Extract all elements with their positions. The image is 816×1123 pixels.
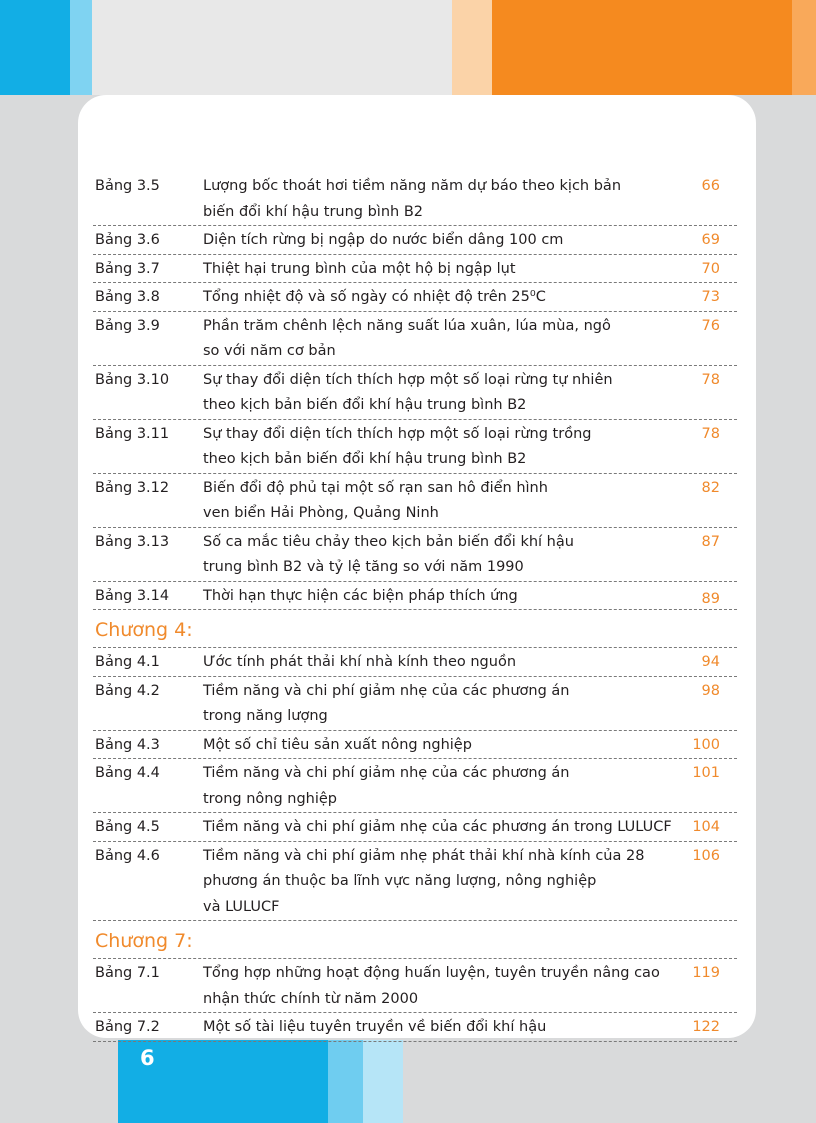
table-title-line: Tổng hợp những hoạt động huấn luyện, tuyên truyền nâng cao [203, 965, 660, 981]
table-label: Bảng 4.5 [95, 819, 160, 835]
table-label: Bảng 7.2 [95, 1019, 160, 1035]
toc-entry[interactable] [93, 314, 737, 366]
table-label: Bảng 4.2 [95, 682, 160, 699]
table-label: Bảng 4.1 [95, 654, 160, 670]
table-title-line: Tiềm năng và chi phí giảm nhẹ của các phương án trong LULUCF [203, 819, 672, 835]
page-ref: 69 [701, 232, 720, 248]
table-label: Bảng 3.13 [95, 533, 170, 550]
table-label: Bảng 3.9 [95, 317, 160, 334]
table-title-line: Tiềm năng và chi phí giảm nhẹ của các phương án [203, 682, 570, 699]
toc-entry[interactable] [93, 422, 737, 474]
toc-entry[interactable] [93, 257, 737, 284]
page-ref: 122 [692, 1019, 720, 1035]
table-title-line: theo kịch bản biến đổi khí hậu trung bình B2 [203, 397, 527, 413]
table-title [203, 174, 693, 225]
toc-entry[interactable] [93, 228, 737, 255]
page-ref: 76 [701, 317, 720, 334]
page-ref: 78 [701, 425, 720, 442]
table-title-line: so với năm cơ bản [203, 343, 336, 359]
page-ref: 82 [701, 479, 720, 496]
table-title [203, 314, 693, 365]
header-band-light-blue [70, 0, 92, 95]
table-title [203, 422, 693, 473]
table-title-line: Một số tài liệu tuyên truyền về biến đổi khí hậu [203, 1019, 547, 1035]
page-ref: 100 [692, 736, 720, 753]
table-title-line: Biến đổi độ phủ tại một số rạn san hô điển hình [203, 479, 548, 496]
page-ref: 104 [692, 819, 720, 835]
table-title [203, 285, 693, 311]
page-ref: 94 [701, 654, 720, 670]
table-label: Bảng 7.1 [95, 965, 160, 981]
table-title [203, 761, 693, 812]
table-label: Bảng 4.4 [95, 765, 160, 781]
page-ref: 119 [692, 965, 720, 981]
header-band-blue [0, 0, 70, 95]
table-title [203, 844, 693, 921]
table-label: Bảng 3.8 [95, 289, 160, 305]
header-band-orange [492, 0, 792, 95]
table-title-line: Lượng bốc thoát hơi tiềm năng năm dự báo theo kịch bản [203, 178, 622, 194]
table-label: Bảng 3.11 [95, 425, 170, 442]
page-ref: 89 [701, 591, 720, 607]
toc-entry[interactable] [93, 368, 737, 420]
toc-entry[interactable] [93, 174, 737, 226]
page-ref: 66 [701, 178, 720, 194]
toc-entry[interactable] [93, 530, 737, 582]
table-title-line: trong năng lượng [203, 708, 328, 724]
table-label: Bảng 3.5 [95, 178, 160, 194]
table-title-line: nhận thức chính từ năm 2000 [203, 990, 419, 1007]
table-title [203, 733, 693, 759]
table-title [203, 650, 693, 676]
page-ref: 70 [701, 260, 720, 277]
footer-band-mid-blue [328, 1040, 363, 1123]
table-title-line: Sự thay đổi diện tích thích hợp một số loại rừng trồng [203, 425, 592, 442]
header-band-grey [92, 0, 452, 95]
table-label: Bảng 3.7 [95, 260, 160, 277]
footer-band-light-blue [363, 1040, 403, 1123]
table-title-line: Thời hạn thực hiện các biện pháp thích ứng [203, 587, 518, 604]
header-band-light-orange [792, 0, 816, 95]
toc-entry[interactable] [93, 815, 737, 842]
table-title-line: Ước tính phát thải khí nhà kính theo nguồn [203, 654, 517, 670]
toc-entry[interactable] [93, 650, 737, 677]
table-of-contents [93, 172, 737, 1042]
table-title-line: Diện tích rừng bị ngập do nước biển dâng 100 cm [203, 232, 564, 248]
table-title-line: trung bình B2 và tỷ lệ tăng so với năm 1990 [203, 559, 524, 575]
toc-entry[interactable] [93, 679, 737, 731]
table-title [203, 368, 693, 419]
table-title-line: Sự thay đổi diện tích thích hợp một số loại rừng tự nhiên [203, 371, 613, 388]
toc-entry[interactable] [93, 961, 737, 1013]
page-ref: 78 [701, 371, 720, 388]
page-ref: 101 [692, 765, 720, 781]
table-title-line: Tiềm năng và chi phí giảm nhẹ phát thải khí nhà kính của 28 [203, 847, 645, 864]
table-title-line: và LULUCF [203, 898, 280, 915]
toc-entry[interactable] [93, 844, 737, 922]
toc-entry[interactable] [93, 285, 737, 312]
toc-entry[interactable] [93, 733, 737, 760]
table-title-line: Thiệt hại trung bình của một hộ bị ngập lụt [203, 260, 516, 277]
table-title [203, 584, 693, 610]
table-title-line: ven biển Hải Phòng, Quảng Ninh [203, 505, 439, 521]
page-ref: 73 [701, 289, 720, 305]
table-label: Bảng 3.6 [95, 232, 160, 248]
table-title [203, 257, 693, 283]
table-title-line: Một số chỉ tiêu sản xuất nông nghiệp [203, 736, 472, 753]
toc-entry[interactable] [93, 476, 737, 528]
page-ref: 98 [701, 682, 720, 699]
table-title [203, 1015, 693, 1041]
table-label: Bảng 3.14 [95, 587, 170, 604]
table-title [203, 530, 693, 581]
toc-entry[interactable] [93, 761, 737, 813]
table-title-line: biến đổi khí hậu trung bình B2 [203, 203, 423, 220]
toc-entry[interactable] [93, 584, 737, 611]
table-label: Bảng 3.10 [95, 371, 170, 388]
table-title-line: theo kịch bản biến đổi khí hậu trung bình B2 [203, 451, 527, 467]
table-title-line: Số ca mắc tiêu chảy theo kịch bản biến đổi khí hậu [203, 533, 574, 550]
page-ref: 106 [692, 847, 720, 864]
page-number: 6 [140, 1046, 155, 1070]
table-label: Bảng 4.6 [95, 847, 160, 864]
page-ref: 87 [701, 533, 720, 550]
table-title [203, 815, 693, 841]
table-title [203, 228, 693, 254]
chapter-heading: Chương 7: [93, 921, 737, 959]
table-title-line: phương án thuộc ba lĩnh vực năng lượng, nông nghiệp [203, 873, 597, 889]
table-label: Bảng 4.3 [95, 736, 160, 753]
table-title-line: trong nông nghiệp [203, 790, 338, 807]
table-title [203, 476, 693, 527]
table-title-line: Tổng nhiệt độ và số ngày có nhiệt độ trên 25⁰C [203, 289, 546, 305]
toc-entry[interactable] [93, 1015, 737, 1042]
table-title-line: Phần trăm chênh lệch năng suất lúa xuân, lúa mùa, ngô [203, 317, 611, 334]
table-title-line: Tiềm năng và chi phí giảm nhẹ của các phương án [203, 765, 570, 781]
table-label: Bảng 3.12 [95, 479, 170, 496]
chapter-heading: Chương 4: [93, 610, 737, 648]
header-band-peach [452, 0, 492, 95]
table-title [203, 679, 693, 730]
table-title [203, 961, 693, 1012]
